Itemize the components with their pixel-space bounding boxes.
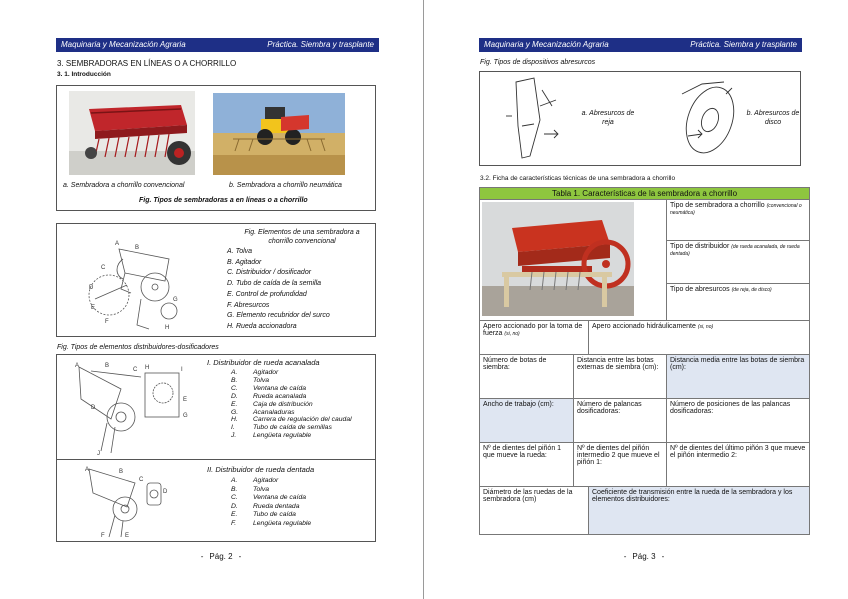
hydraulic-driven-cell[interactable] [589,321,810,355]
mean-distance-cell[interactable]: Distancia media entre las botas de siembra (cm): [667,355,810,399]
distributor-1-title: I. Distribuidor de rueda acanalada [207,358,320,367]
svg-text:B: B [135,245,140,251]
section-title: 3.2. Ficha de características técnicas de una sembradora a chorrillo [480,175,676,182]
drill-elements-figure [56,223,376,337]
list-item: C. Distribuidor / dosificador [227,269,312,277]
field-label: Tipo de abresurcos [670,286,730,294]
page-number: - Pág. 2 - [200,552,242,561]
pinion-2-teeth-cell[interactable]: Nº de dientes del piñón intermedio 2 que mueve el piñón 1: [574,443,667,487]
header-practice-title: Práctica. Siembra y trasplante [690,40,797,49]
svg-text:F: F [101,533,105,539]
seed-drill-diagram [65,229,205,333]
list-item: A. Tolva [227,248,253,255]
rows-count-cell[interactable]: Número de botas de siembra: [480,355,574,399]
field-hint: (si, no) [697,324,714,330]
conventional-seed-drill-photo [69,91,195,175]
svg-text:E: E [91,305,96,311]
svg-text:A: A [85,467,90,473]
lever-positions-cell[interactable]: Número de posiciones de las palancas dosificadoras: [667,399,810,443]
openers-figure-caption: Fig. Tipos de dispositivos abresurcos [480,59,596,66]
list-item: H. Rueda accionadora [227,322,297,330]
levers-count-cell[interactable]: Número de palancas dosificadoras: [574,399,667,443]
header-practice-title: Práctica. Siembra y trasplante [267,40,374,49]
wheel-diameter-cell[interactable]: Diámetro de las ruedas de la sembradora (cm) [480,487,589,535]
svg-text:I: I [181,367,183,373]
list-item: G. Elemento recubridor del surco [227,312,330,320]
fluted-roller-diagram [71,359,191,457]
photo-caption-a: a. Sembradora a chorrillo convencional [63,182,185,189]
section-title: 3. SEMBRADORAS EN LÍNEAS O A CHORRILLO [57,59,237,68]
list-item: I. Tubo de caída de semillas [231,424,332,432]
seed-drill-photo [482,202,634,316]
field-hint: (de reja, de disco) [731,287,772,294]
list-item: H. Carrera de regulación del caudal [231,416,352,424]
distributor-2-list [231,477,311,529]
seed-drill-photo-cell [480,200,667,321]
toothed-wheel-diagram [79,463,189,539]
svg-text:G: G [173,297,178,303]
field-label: Apero accionado por la toma de fuerza [483,323,583,337]
list-item: E. Caja de distribución [231,400,313,408]
svg-text:D: D [91,405,96,411]
list-item: G. Acanaladuras [231,408,295,416]
pto-driven-cell[interactable] [480,321,589,355]
transmission-coefficient-cell[interactable]: Coeficiente de transmisión entre la rueda de la sembradora y los elementos distribuidores: [589,487,810,535]
page-header [56,38,379,52]
list-item: D. Rueda dentada [231,502,300,510]
svg-text:D: D [163,489,168,495]
svg-text:H: H [165,325,170,331]
list-item: B. Tolva [231,376,269,384]
shoe-opener-diagram [500,76,580,162]
svg-text:F: F [105,319,109,325]
work-width-cell[interactable]: Ancho de trabajo (cm): [480,399,574,443]
field-hint: (si, no) [504,331,520,337]
svg-text:A: A [75,363,80,369]
list-item: F. Lengüeta regulable [231,519,312,527]
opener-a-label: a. Abresurcos de reja [581,110,635,126]
svg-text:C: C [133,367,138,373]
field-label: Tipo de sembradora a chorrillo [670,202,765,209]
pinion-1-teeth-cell[interactable]: Nº de dientes del piñón 1 que mueve la rueda: [480,443,574,487]
table-title: Tabla 1. Características de la sembradora a chorrillo [480,188,810,200]
photo-caption-b: b. Sembradora a chorrillo neumática [229,182,342,189]
pneumatic-seed-drill-photo [213,93,345,175]
pinion-3-teeth-cell[interactable]: Nº de dientes del último piñón 3 que mueve el piñón intermedio 2: [667,443,810,487]
field-hint: (convencional o neumática) [670,203,802,216]
list-item: E. Tubo de caída [231,511,296,519]
page-number: - Pág. 3 - [623,552,665,561]
svg-text:C: C [101,265,106,271]
svg-text:E: E [183,397,188,403]
subsection-title: 3. 1. Introducción [57,71,111,78]
list-item: E. Control de profundidad [227,290,307,298]
characteristics-table [479,187,810,535]
header-course-title: Maquinaria y Mecanización Agraria [61,40,186,49]
page-header [479,38,802,52]
list-item: C. Ventana de caída [231,494,307,502]
distributors-figure [56,354,376,542]
opener-b-label: b. Abresurcos de disco [746,110,800,126]
svg-text:B: B [105,363,110,369]
svg-text:H: H [145,365,150,371]
list-item: B. Agitador [227,258,262,266]
elements-figure-title: Fig. Elementos de una sembradora a chorrillo convencional [244,229,360,245]
list-item: A. Agitador [231,369,279,376]
svg-text:E: E [125,533,130,539]
distributors-figure-caption: Fig. Tipos de elementos distribuidores-dosificadores [57,344,219,351]
outer-distance-cell[interactable]: Distancia entre las botas externas de siembra (cm): [574,355,667,399]
opener-type-cell[interactable] [667,284,810,321]
distributor-2-title: II. Distribuidor de rueda dentada [207,465,315,474]
distributor-type-cell[interactable] [667,241,810,284]
svg-text:J: J [97,451,100,457]
divider [57,459,375,460]
svg-text:G: G [183,413,188,419]
list-item: B. Tolva [231,485,269,493]
disc-opener-diagram [662,74,752,164]
openers-figure [479,71,801,166]
field-label: Apero accionado hidráulicamente [592,323,696,330]
list-item: F. Abresurcos [227,301,270,309]
list-item: A. Agitador [231,477,279,484]
field-label: Tipo de distribuidor [670,243,730,251]
header-course-title: Maquinaria y Mecanización Agraria [484,40,609,49]
list-item: D. Rueda acanalada [231,392,307,400]
drill-type-cell[interactable] [667,200,810,241]
elements-list [227,247,330,333]
distributor-1-list [231,369,352,440]
list-item: J. Lengüeta regulable [231,432,312,440]
sower-photos-figure [56,85,376,211]
svg-text:D: D [89,285,94,291]
svg-text:C: C [139,477,144,483]
list-item: C. Ventana de caída [231,384,307,392]
photos-figure-caption: Fig. Tipos de sembradoras a en líneas o a chorrillo [139,197,308,204]
field-hint: (de rueda acanalada, de rueda dentada) [670,244,800,258]
svg-text:A: A [115,241,120,247]
svg-text:B: B [119,469,124,475]
list-item: D. Tubo de caída de la semilla [227,280,322,288]
